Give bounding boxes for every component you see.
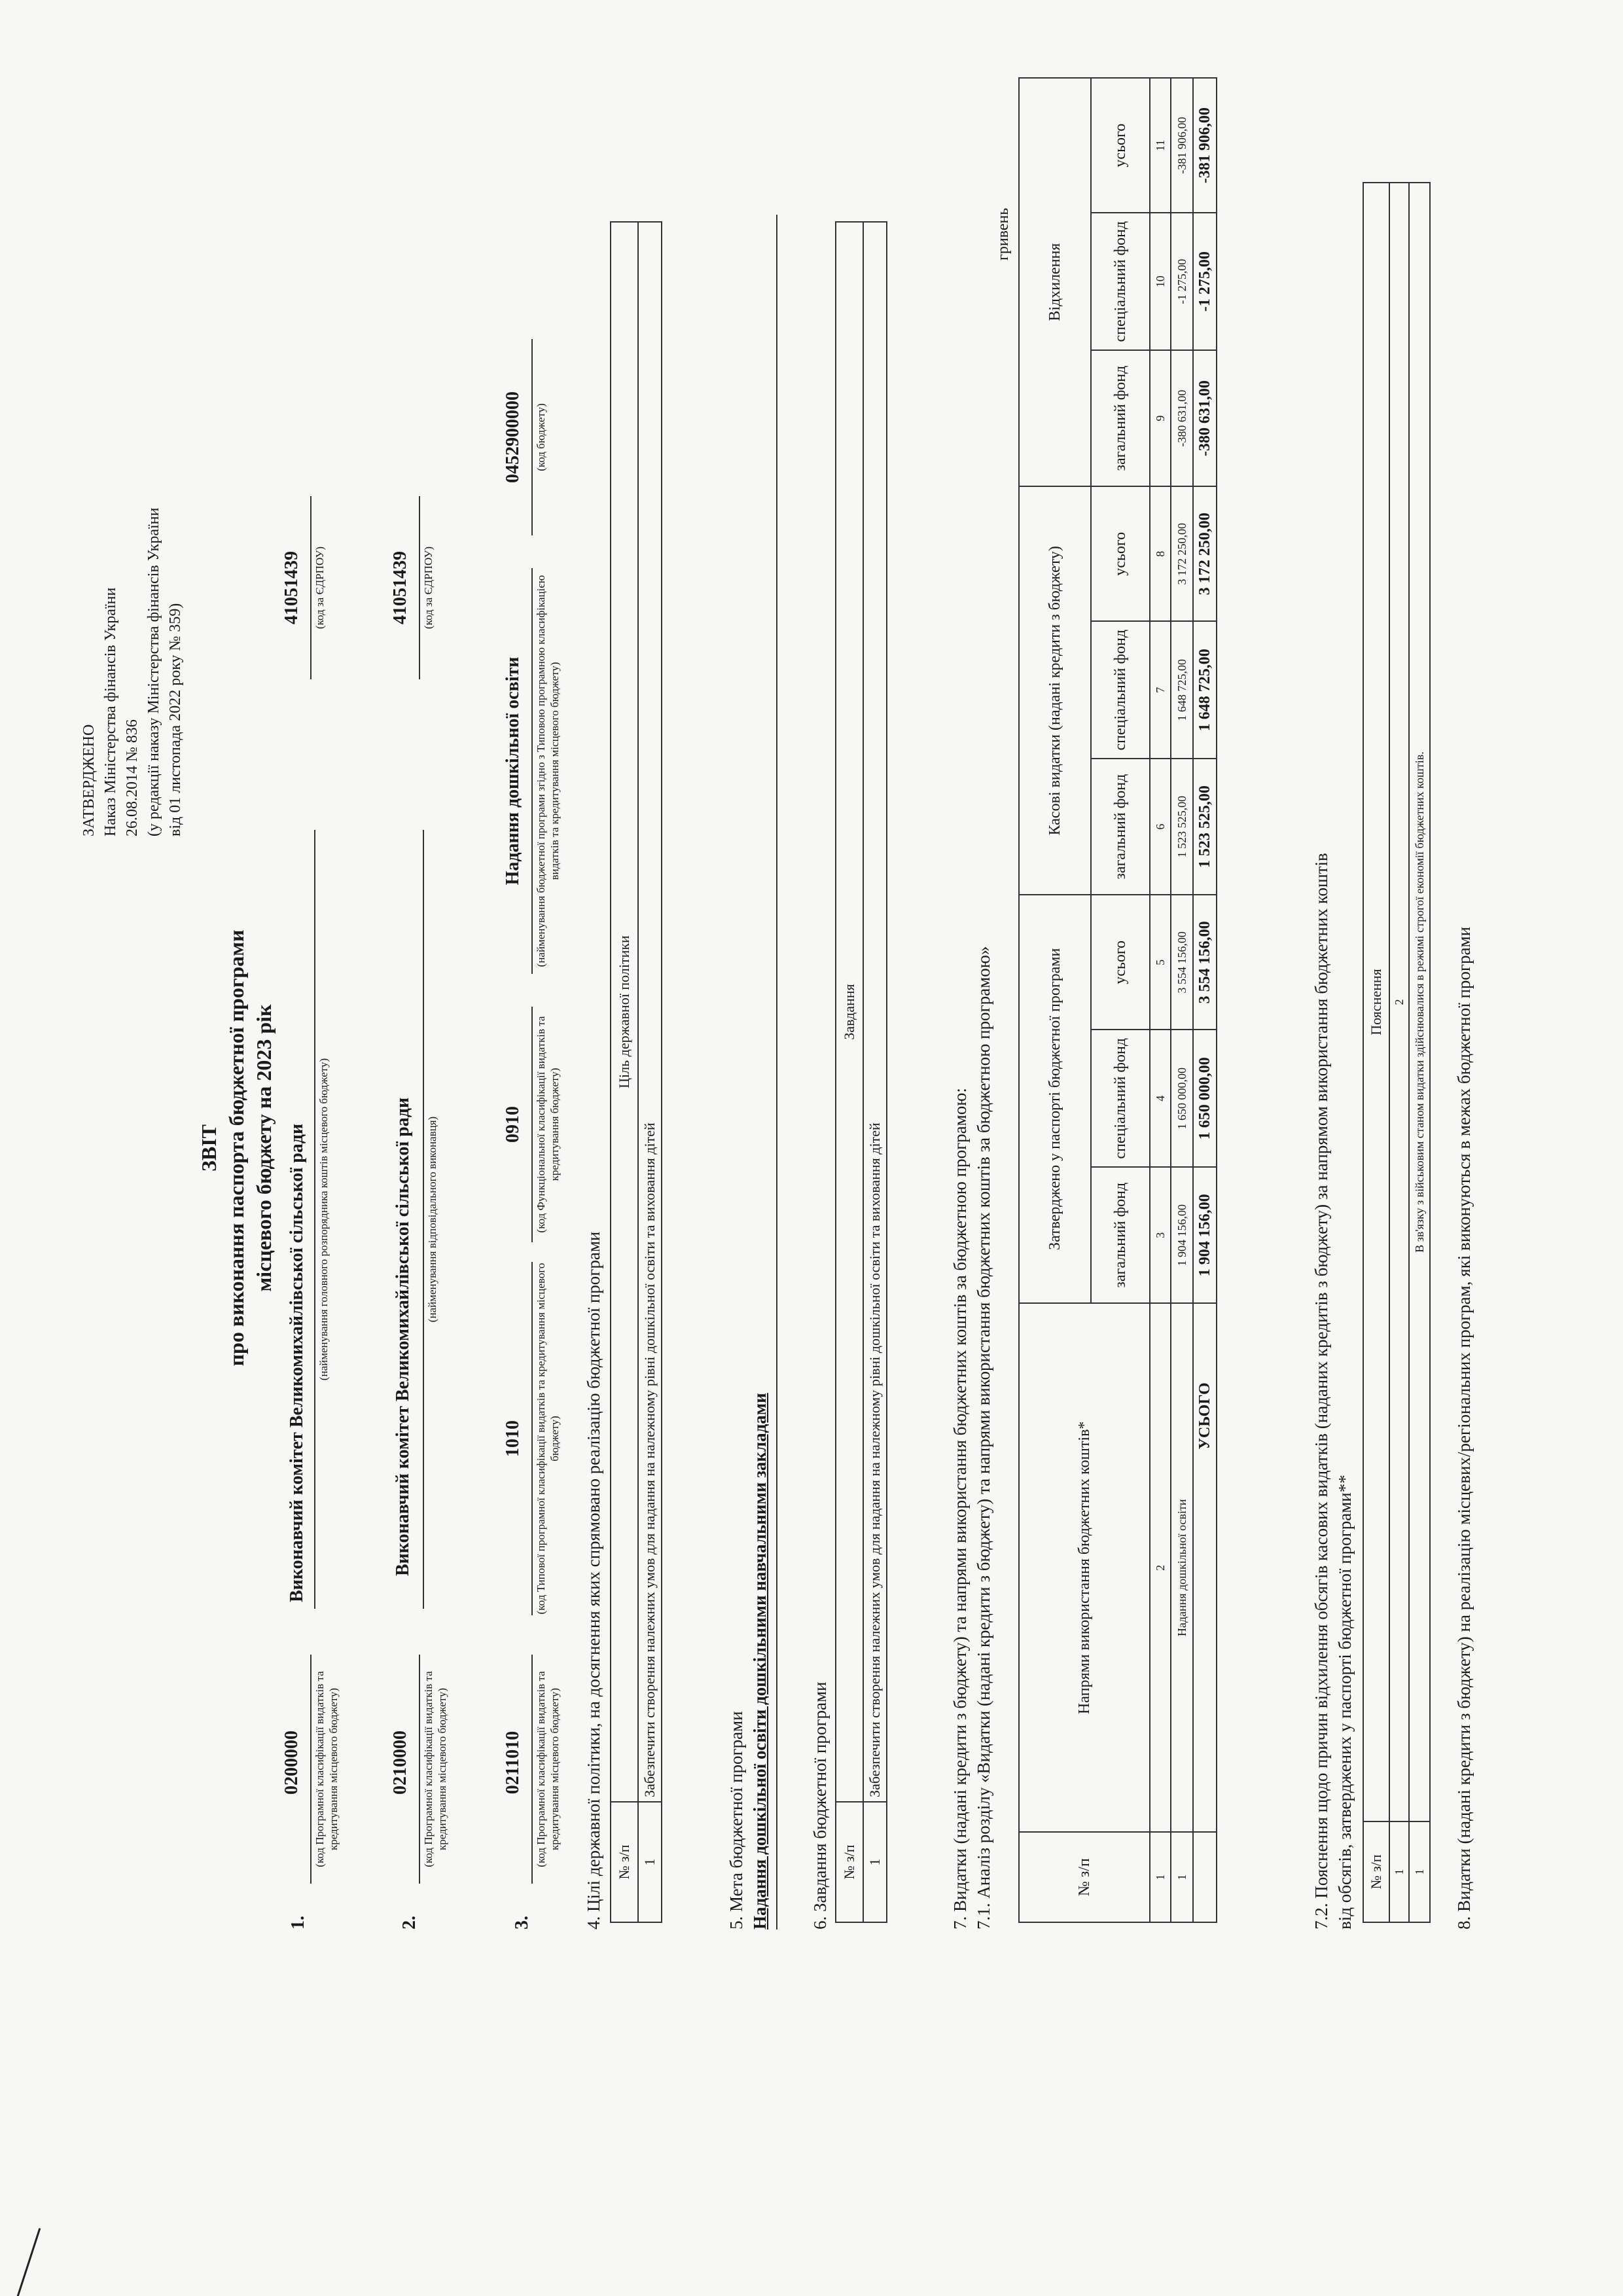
edrpou-label: (код за ЄДРПОУ)	[313, 546, 326, 630]
section72-title: 7.2. Пояснення щодо причин відхилення обсягів касових видатків (наданих кредитів з бюджету) за напрямом використання бюджетних коштів	[1311, 853, 1331, 1929]
table-header: Напрями використання бюджетних коштів*	[1019, 1303, 1150, 1832]
budget-code-label: (код бюджету)	[535, 403, 547, 471]
fkvk-label: (код Функціональної класифікації видатків та кредитування бюджету)	[535, 1016, 561, 1233]
table-cell: 1 904 156,00	[1171, 1167, 1193, 1303]
budget-code: 0452900000	[503, 391, 523, 483]
currency-label: гривень	[995, 207, 1012, 260]
table-header: Касові видатки (надані кредити з бюджету)	[1019, 486, 1091, 895]
section72-title-cont: від обсягів, затверджених у паспорті бюджетної програми**	[1335, 1475, 1355, 1929]
table-header: усього	[1091, 895, 1150, 1030]
program-tasks-table	[835, 221, 887, 1923]
table-header: загальний фонд	[1091, 1167, 1150, 1303]
table-cell: В зв'язку з військовим станом видатки здійснювалися в режимі строгої економії бюджетних коштів.	[1409, 183, 1430, 1821]
column-number: 5	[1150, 895, 1171, 1030]
column-number: 10	[1150, 213, 1171, 350]
column-number: 11	[1150, 78, 1171, 213]
table-row	[1409, 183, 1430, 1922]
table-cell: 3 554 156,00	[1171, 895, 1193, 1030]
table-cell: 1 650 000,00	[1171, 1030, 1193, 1167]
table-header: загальний фонд	[1091, 759, 1150, 895]
column-number: 8	[1150, 486, 1171, 621]
column-number: 2	[1389, 183, 1409, 1821]
row-number: 1.	[288, 1916, 308, 1929]
program-goal: Надання дошкільної освіти дошкільними навчальними закладами	[750, 1393, 770, 1929]
table-cell: 3 172 250,00	[1171, 486, 1193, 621]
table-header: усього	[1091, 486, 1150, 621]
program-code-label: (код Програмної класифікації видатків та кредитування місцевого бюджету)	[313, 1671, 340, 1867]
report-subtitle: місцевого бюджету на 2023 рік	[252, 1004, 276, 1292]
table-header: № з/п	[836, 1802, 863, 1922]
table-cell: Забезпечити створення належних умов для надання на належному рівні дошкільної освіти та виховання дітей	[863, 222, 887, 1802]
column-number: 1	[1150, 1832, 1171, 1922]
manager-name-label: (найменування головного розпорядника коштів місцевого бюджету)	[317, 1058, 330, 1381]
column-number: 2	[1150, 1303, 1171, 1832]
total-cell: 1 648 725,00	[1193, 621, 1217, 759]
table-header: № з/п	[611, 1802, 638, 1922]
report-title: ЗВІТ	[197, 1124, 221, 1172]
tpkvk-code: 1010	[503, 1420, 523, 1457]
budget-program-name: Надання дошкільної освіти	[503, 656, 523, 886]
column-number: 7	[1150, 621, 1171, 759]
column-number: 9	[1150, 350, 1171, 486]
section6-title: 6. Завдання бюджетної програми	[810, 1681, 830, 1929]
section8-title: 8. Видатки (надані кредити з бюджету) на реалізацію місцевих/регіональних програм, які виконуються в межах бюджетної програми	[1454, 926, 1474, 1929]
total-cell: 1 904 156,00	[1193, 1167, 1217, 1303]
total-cell: -380 631,00	[1193, 350, 1217, 486]
approval-line: від 01 листопада 2022 року № 359)	[167, 603, 184, 836]
program-code-label: (код Програмної класифікації видатків та кредитування місцевого бюджету)	[422, 1671, 448, 1867]
program-code-label: (код Програмної класифікації видатків та кредитування місцевого бюджету)	[535, 1671, 561, 1867]
table-cell: 1	[638, 1802, 662, 1922]
edrpou-code: 41051439	[281, 551, 302, 624]
total-cell: 3 172 250,00	[1193, 486, 1217, 621]
column-number: 4	[1150, 1030, 1171, 1167]
table-row	[1171, 78, 1193, 1922]
section71-title: 7.1. Аналіз розділу «Видатки (надані кредити з бюджету) та напрями використання бюджетних коштів за бюджетною програмою»	[974, 946, 993, 1929]
total-row	[1193, 78, 1217, 1922]
table-header: № з/п	[1363, 1821, 1389, 1922]
table-cell: Забезпечити створення належних умов для надання на належному рівні дошкільної освіти та виховання дітей	[638, 222, 662, 1802]
executor-name-label: (найменування відповідального виконавця)	[426, 1116, 438, 1323]
table-row	[638, 222, 662, 1922]
program-code: 0210000	[390, 1731, 410, 1795]
approval-title: ЗАТВЕРДЖЕНО	[80, 724, 98, 836]
total-cell: 1 650 000,00	[1193, 1030, 1217, 1167]
total-label: УСЬОГО	[1193, 1303, 1217, 1832]
expenditure-analysis-table	[1018, 77, 1217, 1923]
total-cell: -381 906,00	[1193, 78, 1217, 213]
edrpou-label: (код за ЄДРПОУ)	[422, 546, 435, 630]
table-row	[863, 222, 887, 1922]
table-header: № з/п	[1019, 1832, 1150, 1922]
column-number: 3	[1150, 1167, 1171, 1303]
column-number-row	[1150, 78, 1171, 1922]
section4-title: 4. Цілі державної політики, на досягнення яких спрямовано реалізацію бюджетної програми	[584, 1231, 603, 1929]
section5-title: 5. Мета бюджетної програми	[726, 1711, 746, 1929]
table-header: Ціль державної політики	[611, 222, 638, 1802]
row-number: 3.	[512, 1916, 532, 1929]
table-header: Відхилення	[1019, 78, 1091, 486]
edrpou-code: 41051439	[390, 551, 410, 624]
tpkvk-label: (код Типової програмної класифікації видатків та кредитування місцевого бюджету)	[535, 1263, 561, 1615]
table-cell: Надання дошкільної освіти	[1171, 1303, 1193, 1832]
table-cell: 1	[1409, 1821, 1430, 1922]
table-header: спеціальний фонд	[1091, 213, 1150, 350]
table-header: спеціальний фонд	[1091, 1030, 1150, 1167]
column-number: 1	[1389, 1821, 1409, 1922]
manager-name: Виконавчий комітет Великомихайлівської сільської ради	[287, 1123, 307, 1602]
budget-program-name-label: (найменування бюджетної програми згідно з Типовою програмною класифікацією видатків та кредитування місцевого бюджету)	[535, 575, 561, 967]
table-header: спеціальний фонд	[1091, 621, 1150, 759]
row-number: 2.	[399, 1916, 419, 1929]
table-header: Завдання	[836, 222, 863, 1802]
table-header: Затверджено у паспорті бюджетної програми	[1019, 895, 1091, 1303]
total-cell: 3 554 156,00	[1193, 895, 1217, 1030]
policy-goals-table	[610, 221, 662, 1923]
table-header: загальний фонд	[1091, 350, 1150, 486]
table-cell: 1	[863, 1802, 887, 1922]
approval-block	[79, 117, 187, 836]
table-header: Пояснення	[1363, 183, 1389, 1821]
table-header: усього	[1091, 78, 1150, 213]
column-number: 6	[1150, 759, 1171, 895]
report-subtitle: про виконання паспорта бюджетної програми	[224, 929, 248, 1367]
table-cell: -380 631,00	[1171, 350, 1193, 486]
table-cell: 1	[1171, 1832, 1193, 1922]
approval-line: Наказ Міністерства фінансів України	[102, 587, 119, 836]
total-cell: -1 275,00	[1193, 213, 1217, 350]
table-cell: 1 648 725,00	[1171, 621, 1193, 759]
column-number-row	[1389, 183, 1409, 1922]
program-code: 0200000	[281, 1731, 302, 1795]
table-cell: 1 523 525,00	[1171, 759, 1193, 895]
table-cell: -1 275,00	[1171, 213, 1193, 350]
section7-title: 7. Видатки (надані кредити з бюджету) та напрями використання бюджетних коштів за бюджетною програмою:	[950, 1088, 970, 1929]
fkvk-code: 0910	[503, 1106, 523, 1143]
approval-line: (у редакції наказу Міністерства фінансів України	[145, 507, 162, 836]
executor-name: Виконавчий комітет Великомихайлівської сільської ради	[393, 1097, 413, 1576]
deviation-explanation-table	[1363, 182, 1431, 1923]
approval-line: 26.08.2014 № 836	[124, 719, 141, 836]
total-cell: 1 523 525,00	[1193, 759, 1217, 895]
program-code: 0211010	[503, 1731, 523, 1795]
table-cell: -381 906,00	[1171, 78, 1193, 213]
